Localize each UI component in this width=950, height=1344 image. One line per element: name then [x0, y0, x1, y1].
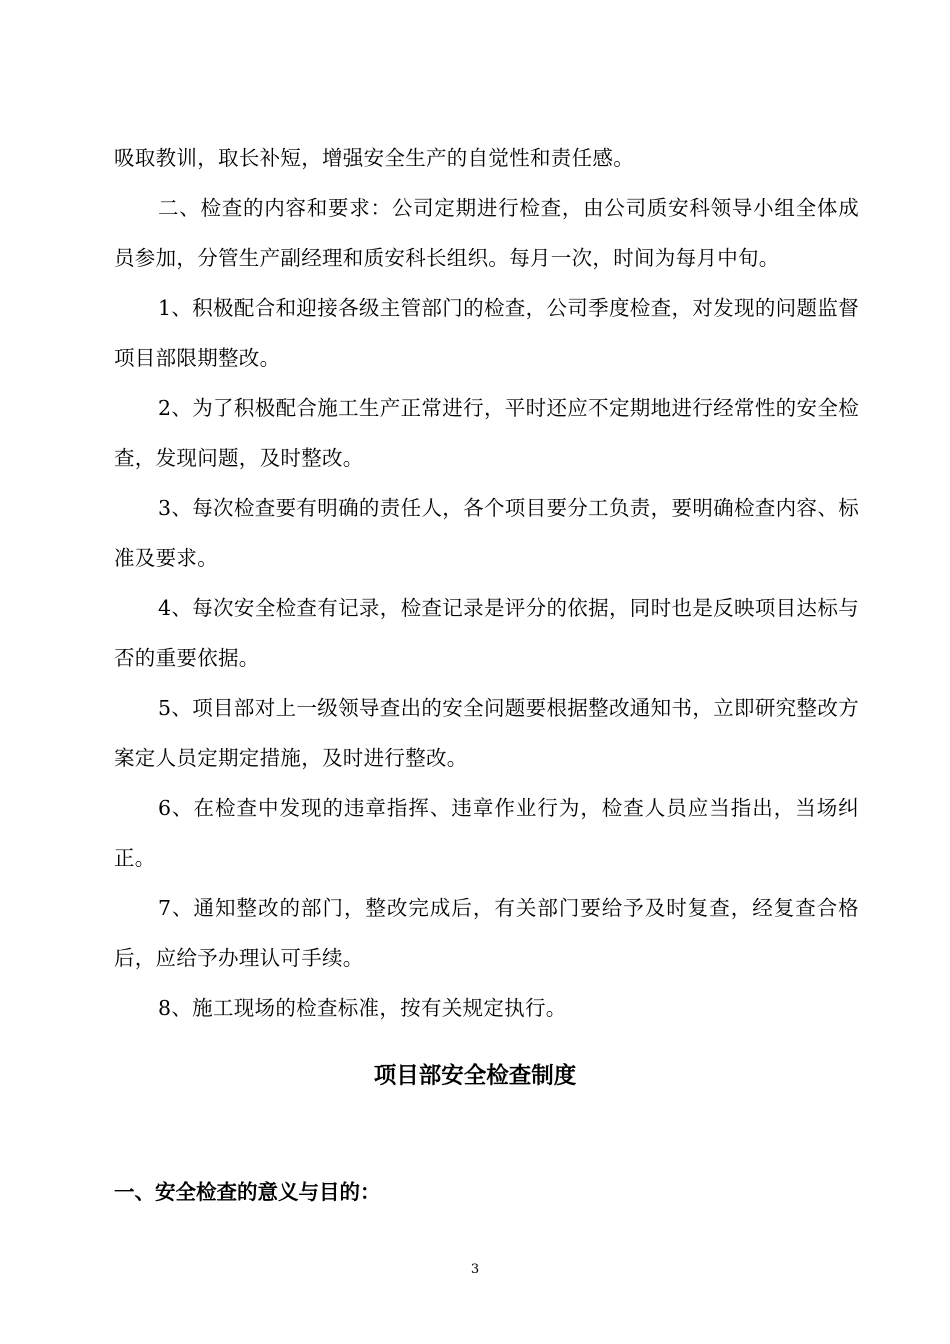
paragraph-item-3: 3、每次检查要有明确的责任人，各个项目要分工负责，要明确检查内容、标准及要求。	[114, 496, 859, 570]
paragraph-item-5: 5、项目部对上一级领导查出的安全问题要根据整改通知书，立即研究整改方案定人员定期定措施，及时进行整改。	[114, 696, 859, 770]
paragraph-item-8: 8、施工现场的检查标准，按有关规定执行。	[158, 996, 567, 1020]
paragraph-item-6: 6、在检查中发现的违章指挥、违章作业行为，检查人员应当指出，当场纠正。	[114, 796, 859, 870]
paragraph-item-4: 4、每次安全检查有记录，检查记录是评分的依据，同时也是反映项目达标与否的重要依据。	[114, 596, 859, 670]
paragraph-inspection-content: 二、检查的内容和要求：公司定期进行检查，由公司质安科领导小组全体成员参加，分管生产副经理和质安科长组织。每月一次，时间为每月中旬。	[114, 196, 859, 270]
section-heading: 一、安全检查的意义与目的：	[114, 1180, 381, 1204]
paragraph-item-7: 7、通知整改的部门，整改完成后，有关部门要给予及时复查，经复查合格后，应给予办理认可手续。	[114, 896, 859, 970]
paragraph-item-2: 2、为了积极配合施工生产正常进行，平时还应不定期地进行经常性的安全检查，发现问题，及时整改。	[114, 396, 859, 470]
paragraph-item-1: 1、积极配合和迎接各级主管部门的检查，公司季度检查，对发现的问题监督项目部限期整改。	[114, 296, 859, 370]
section-title: 项目部安全检查制度	[373, 1063, 577, 1089]
page-number: 3	[470, 1262, 480, 1277]
paragraph-continuation: 吸取教训，取长补短，增强安全生产的自觉性和责任感。	[114, 146, 634, 170]
